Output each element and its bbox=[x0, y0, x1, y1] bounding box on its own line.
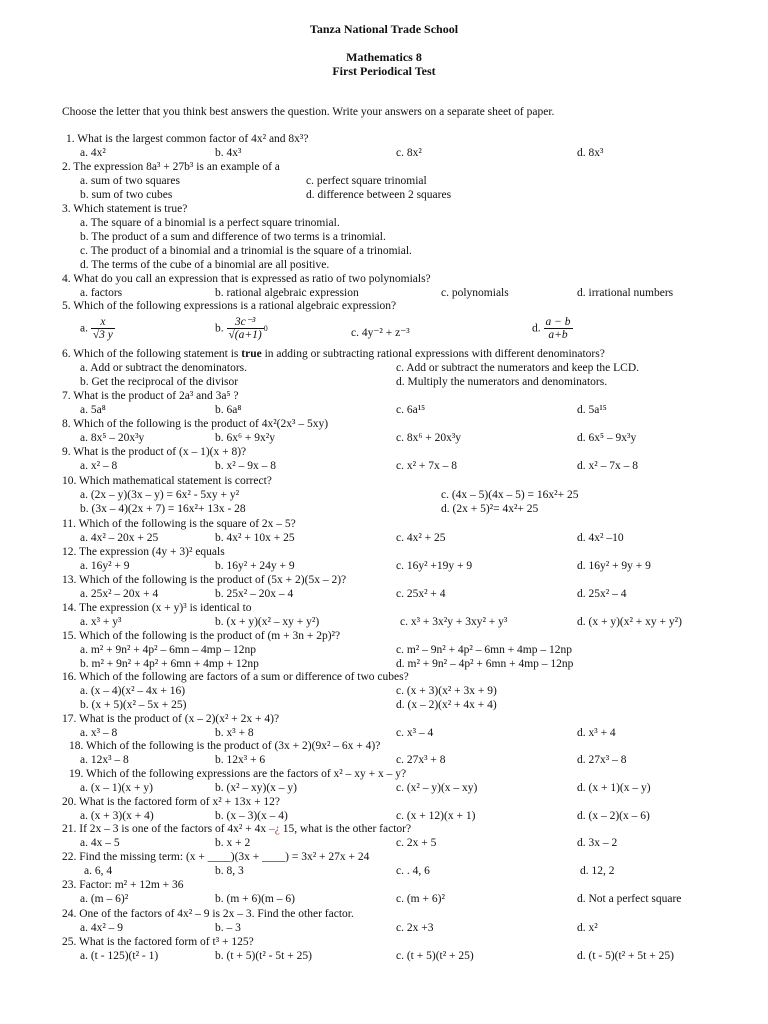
question-11-options bbox=[0, 532, 768, 546]
option-b: b. x + 2 bbox=[215, 837, 251, 849]
question-25-options bbox=[0, 950, 768, 964]
question-stem: 24. One of the factors of 4x² – 9 is 2x – 3. Find the other factor. bbox=[62, 908, 354, 920]
question-stem: 1. What is the largest common factor of 4x² and 8x³? bbox=[66, 133, 309, 145]
question-stem: 17. What is the product of (x – 2)(x² + 2x + 4)? bbox=[62, 713, 280, 725]
option-b: b. (x² – xy)(x – y) bbox=[215, 782, 298, 794]
question-stem: 15. Which of the following is the product of (m + 3n + 2p)²? bbox=[62, 630, 341, 642]
option-b: b. 12x³ + 6 bbox=[215, 754, 266, 766]
question-5-option-b bbox=[215, 316, 268, 348]
option-d: d. (x – 2)(x² + 4x + 4) bbox=[396, 699, 497, 711]
question-2 bbox=[0, 161, 768, 175]
option-a: a. 4x² bbox=[80, 147, 106, 159]
option-d: d. 8x³ bbox=[577, 147, 604, 159]
question-6 bbox=[0, 348, 768, 362]
option-a: a. Add or subtract the denominators. bbox=[80, 362, 248, 374]
option-c: c. 27x³ + 8 bbox=[396, 754, 446, 766]
option-a: a. factors bbox=[80, 287, 123, 299]
option-c: c. 8x² bbox=[396, 147, 422, 159]
question-9-options bbox=[0, 460, 768, 474]
option-d: d. x³ + 4 bbox=[577, 727, 616, 739]
option-d: d. irrational numbers bbox=[577, 287, 674, 299]
fraction bbox=[91, 316, 115, 341]
option-a: a. (x – 1)(x + y) bbox=[80, 782, 153, 794]
option-b: b. The product of a sum and difference of two terms is a trinomial. bbox=[80, 231, 386, 243]
question-stem: 12. The expression (4y + 3)² equals bbox=[62, 546, 225, 558]
option-c: c. . 4, 6 bbox=[396, 865, 430, 877]
option-c: c. x³ – 4 bbox=[396, 727, 434, 739]
question-23 bbox=[0, 879, 768, 893]
question-stem: 22. Find the missing term: (x + ____)(3x + ____) = 3x² + 27x + 24 bbox=[62, 851, 370, 863]
question-3-option-a bbox=[0, 217, 768, 231]
option-b: b. x³ + 8 bbox=[215, 727, 254, 739]
question-stem: 9. What is the product of (x – 1)(x + 8)? bbox=[62, 446, 247, 458]
question-6-options-row1 bbox=[0, 362, 768, 376]
option-c: c. Add or subtract the numerators and keep the LCD. bbox=[396, 362, 640, 374]
question-stem: 25. What is the factored form of t³ + 125? bbox=[62, 936, 254, 948]
option-a: a. x³ – 8 bbox=[80, 727, 118, 739]
option-a: a. The square of a binomial is a perfect square trinomial. bbox=[80, 217, 340, 229]
question-24 bbox=[0, 908, 768, 922]
option-c: c. 8x⁶ + 20x³y bbox=[396, 432, 462, 444]
question-15-options-row1 bbox=[0, 644, 768, 658]
option-d: d. difference between 2 squares bbox=[306, 189, 452, 201]
option-d-label: d. bbox=[532, 322, 541, 335]
option-d: d. m² + 9n² – 4p² + 6mn + 4mp – 12np bbox=[396, 658, 574, 670]
question-stem bbox=[62, 348, 605, 360]
question-8-options bbox=[0, 432, 768, 446]
option-a: a. sum of two squares bbox=[80, 175, 180, 187]
option-c: c. 2x + 5 bbox=[396, 837, 437, 849]
question-stem: 19. Which of the following expressions are the factors of x² – xy + x – y? bbox=[69, 768, 407, 780]
question-10-options-row2 bbox=[0, 503, 768, 517]
question-16-options-row2 bbox=[0, 699, 768, 713]
option-c: c. 16y² +19y + 9 bbox=[396, 560, 473, 572]
denominator: √3 y bbox=[92, 329, 113, 341]
question-5-option-c: c. 4y⁻² + z⁻³ bbox=[351, 327, 410, 339]
question-18-options bbox=[0, 754, 768, 768]
question-10 bbox=[0, 475, 768, 489]
option-a: a. (2x – y)(3x – y) = 6x² - 5xy + y² bbox=[80, 489, 240, 501]
option-a: a. 12x³ – 8 bbox=[80, 754, 129, 766]
option-d: d. 3x – 2 bbox=[577, 837, 618, 849]
stem-part: 21. If 2x – 3 is one of the factors of 4x² + 4x bbox=[62, 823, 269, 835]
question-12-options bbox=[0, 560, 768, 574]
option-a: a. 16y² + 9 bbox=[80, 560, 130, 572]
question-22-options bbox=[0, 865, 768, 879]
fraction bbox=[544, 316, 573, 341]
question-17-options bbox=[0, 727, 768, 741]
question-15-options-row2 bbox=[0, 658, 768, 672]
option-d: d. x² – 7x – 8 bbox=[577, 460, 638, 472]
fraction bbox=[227, 316, 264, 341]
option-a: a. x³ + y³ bbox=[80, 616, 122, 628]
question-1 bbox=[0, 133, 768, 147]
question-stem: 14. The expression (x + y)³ is identical to bbox=[62, 602, 252, 614]
test-title bbox=[0, 51, 768, 78]
option-b: b. sum of two cubes bbox=[80, 189, 173, 201]
question-stem: 4. What do you call an expression that is expressed as ratio of two polynomials? bbox=[62, 273, 431, 285]
option-d: d. (x – 2)(x – 6) bbox=[577, 810, 650, 822]
option-a-label: a. bbox=[80, 322, 88, 335]
question-8 bbox=[0, 418, 768, 432]
option-d: d. 4x² –10 bbox=[577, 532, 624, 544]
question-5 bbox=[0, 300, 768, 314]
question-stem: 5. Which of the following expressions is a rational algebraic expression? bbox=[62, 300, 397, 312]
stem-part: 15, what is the other factor? bbox=[279, 823, 412, 835]
question-1-options bbox=[0, 147, 768, 161]
question-3-option-b bbox=[0, 231, 768, 245]
option-c: c. (4x – 5)(4x – 5) = 16x²+ 25 bbox=[441, 489, 579, 501]
question-23-options bbox=[0, 893, 768, 907]
option-a: a. 4x² – 20x + 25 bbox=[80, 532, 159, 544]
option-d: d. (t - 5)(t² + 5t + 25) bbox=[577, 950, 674, 962]
question-5-option-d bbox=[532, 316, 573, 348]
question-14-options bbox=[0, 616, 768, 630]
option-a: a. x² – 8 bbox=[80, 460, 118, 472]
option-b: b. 16y² + 24y + 9 bbox=[215, 560, 295, 572]
option-d: d. 25x² – 4 bbox=[577, 588, 627, 600]
option-c: c. (t + 5)(t² + 25) bbox=[396, 950, 474, 962]
question-7 bbox=[0, 390, 768, 404]
question-22 bbox=[0, 851, 768, 865]
option-c: c. 6a¹⁵ bbox=[396, 404, 426, 416]
option-d: d. x² bbox=[577, 922, 598, 934]
test-name: First Periodical Test bbox=[332, 63, 436, 78]
option-b: b. – 3 bbox=[215, 922, 241, 934]
option-c: c. x³ + 3x²y + 3xy² + y³ bbox=[400, 616, 508, 628]
question-stem: 7. What is the product of 2a³ and 3a⁵ ? bbox=[62, 390, 239, 402]
option-b: b. m² + 9n² + 4p² + 6mn + 4mp + 12np bbox=[80, 658, 259, 670]
stem-part: 6. Which of the following statement is bbox=[62, 348, 242, 360]
question-14 bbox=[0, 602, 768, 616]
question-2-options-row2 bbox=[0, 189, 768, 203]
option-a: a. (x – 4)(x² – 4x + 16) bbox=[80, 685, 186, 697]
question-stem: 13. Which of the following is the product of (5x + 2)(5x – 2)? bbox=[62, 574, 347, 586]
question-15 bbox=[0, 630, 768, 644]
stem-red-mark: –¿ bbox=[269, 823, 280, 835]
option-a: a. m² + 9n² + 4p² – 6mn – 4mp – 12np bbox=[80, 644, 257, 656]
option-c: c. (x² – y)(x – xy) bbox=[396, 782, 478, 794]
option-b: b. 25x² – 20x – 4 bbox=[215, 588, 294, 600]
option-c: c. polynomials bbox=[441, 287, 509, 299]
question-4 bbox=[0, 273, 768, 287]
option-d: d. 6x⁵ – 9x³y bbox=[577, 432, 637, 444]
question-stem: 8. Which of the following is the product of 4x²(2x³ – 5xy) bbox=[62, 418, 329, 430]
option-c: c. (m + 6)² bbox=[396, 893, 445, 905]
option-a: a. 8x⁵ – 20x³y bbox=[80, 432, 145, 444]
numerator: x bbox=[91, 316, 115, 329]
question-stem: 23. Factor: m² + 12m + 36 bbox=[62, 879, 184, 891]
option-c: c. 2x +3 bbox=[396, 922, 434, 934]
question-24-options bbox=[0, 922, 768, 936]
option-a: a. 4x² – 9 bbox=[80, 922, 124, 934]
stem-part: in adding or subtracting rational expressions with different denominators? bbox=[261, 348, 605, 360]
option-a: a. 25x² – 20x + 4 bbox=[80, 588, 159, 600]
option-d: d. Multiply the numerators and denominators. bbox=[396, 376, 608, 388]
question-stem: 16. Which of the following are factors of a sum or difference of two cubes? bbox=[62, 671, 409, 683]
instructions: Choose the letter that you think best answers the question. Write your answers on a separate sheet of paper. bbox=[62, 106, 555, 118]
stem-emphasis: true bbox=[241, 348, 262, 360]
option-d: d. The terms of the cube of a binomial are all positive. bbox=[80, 259, 330, 271]
denominator: √(a+1) bbox=[228, 329, 262, 341]
option-d: d. 5a¹⁵ bbox=[577, 404, 607, 416]
option-b: b. 8, 3 bbox=[215, 865, 244, 877]
option-b: b. rational algebraic expression bbox=[215, 287, 359, 299]
question-3 bbox=[0, 203, 768, 217]
question-stem: 20. What is the factored form of x² + 13x + 12? bbox=[62, 796, 281, 808]
option-b-label: b. bbox=[215, 322, 224, 335]
question-20-options bbox=[0, 810, 768, 824]
question-10-options-row1 bbox=[0, 489, 768, 503]
suffix: 0 bbox=[263, 324, 268, 333]
option-b: b. (m + 6)(m – 6) bbox=[215, 893, 295, 905]
question-19-options bbox=[0, 782, 768, 796]
question-21 bbox=[0, 823, 768, 837]
option-b: b. 6x⁶ + 9x²y bbox=[215, 432, 275, 444]
question-17 bbox=[0, 713, 768, 727]
question-16 bbox=[0, 671, 768, 685]
option-d: d. (2x + 5)²= 4x²+ 25 bbox=[441, 503, 539, 515]
question-21-options bbox=[0, 837, 768, 851]
question-19 bbox=[0, 768, 768, 782]
option-d: d. 16y² + 9y + 9 bbox=[577, 560, 651, 572]
question-12 bbox=[0, 546, 768, 560]
question-stem: 3. Which statement is true? bbox=[62, 203, 188, 215]
option-c: c. m² – 9n² + 4p² – 6mn + 4mp – 12np bbox=[396, 644, 573, 656]
option-b: b. 6a⁸ bbox=[215, 404, 242, 416]
question-stem: 2. The expression 8a³ + 27b³ is an example of a bbox=[62, 161, 280, 173]
question-7-options bbox=[0, 404, 768, 418]
option-d: d. 12, 2 bbox=[580, 865, 615, 877]
option-b: b. (x + y)(x² – xy + y²) bbox=[215, 616, 320, 628]
option-b: b. 4x² + 10x + 25 bbox=[215, 532, 295, 544]
option-c: c. 25x² + 4 bbox=[396, 588, 446, 600]
option-b: b. (3x – 4)(2x + 7) = 16x²+ 13x - 28 bbox=[80, 503, 246, 515]
option-c: c. perfect square trinomial bbox=[306, 175, 427, 187]
option-d: d. (x + y)(x² + xy + y²) bbox=[577, 616, 682, 628]
option-a: a. (m – 6)² bbox=[80, 893, 129, 905]
question-5-option-a bbox=[80, 316, 115, 348]
question-stem: 18. Which of the following is the product of (3x + 2)(9x² – 6x + 4)? bbox=[69, 740, 381, 752]
question-stem: 11. Which of the following is the square of 2x – 5? bbox=[62, 518, 296, 530]
option-a: a. 4x – 5 bbox=[80, 837, 120, 849]
option-d: d. (x + 1)(x – y) bbox=[577, 782, 651, 794]
option-c: c. x² + 7x – 8 bbox=[396, 460, 458, 472]
question-25 bbox=[0, 936, 768, 950]
option-d: d. Not a perfect square bbox=[577, 893, 682, 905]
option-b: b. Get the reciprocal of the divisor bbox=[80, 376, 239, 388]
question-6-options-row2 bbox=[0, 376, 768, 390]
option-a: a. 5a⁸ bbox=[80, 404, 106, 416]
denominator: a+b bbox=[548, 329, 568, 341]
question-3-option-d bbox=[0, 259, 768, 273]
option-c: c. 4x² + 25 bbox=[396, 532, 446, 544]
option-a: a. 6, 4 bbox=[84, 865, 113, 877]
subject-title: Mathematics 8 bbox=[346, 50, 422, 64]
question-13-options bbox=[0, 588, 768, 602]
question-3-option-c bbox=[0, 245, 768, 259]
option-b: b. (x + 5)(x² – 5x + 25) bbox=[80, 699, 187, 711]
option-b: b. (t + 5)(t² - 5t + 25) bbox=[215, 950, 312, 962]
question-2-options-row1 bbox=[0, 175, 768, 189]
option-b: b. x² – 9x – 8 bbox=[215, 460, 276, 472]
option-c: c. (x + 12)(x + 1) bbox=[396, 810, 476, 822]
numerator: 3c⁻³ bbox=[227, 316, 264, 329]
option-b: b. 4x³ bbox=[215, 147, 242, 159]
option-c: c. (x + 3)(x² + 3x + 9) bbox=[396, 685, 497, 697]
numerator: a − b bbox=[545, 316, 571, 328]
school-name: Tanza National Trade School bbox=[309, 22, 459, 36]
option-b: b. (x – 3)(x – 4) bbox=[215, 810, 288, 822]
option-d: d. 27x³ – 8 bbox=[577, 754, 627, 766]
question-13 bbox=[0, 574, 768, 588]
question-16-options-row1 bbox=[0, 685, 768, 699]
question-4-options bbox=[0, 287, 768, 301]
question-9 bbox=[0, 446, 768, 460]
option-a: a. (t - 125)(t² - 1) bbox=[80, 950, 159, 962]
question-stem: 10. Which mathematical statement is correct? bbox=[62, 475, 272, 487]
question-stem bbox=[62, 823, 411, 835]
question-11 bbox=[0, 518, 768, 532]
question-20 bbox=[0, 796, 768, 810]
question-18 bbox=[0, 740, 768, 754]
option-c: c. The product of a binomial and a trinomial is the square of a trinomial. bbox=[80, 245, 412, 257]
option-a: a. (x + 3)(x + 4) bbox=[80, 810, 154, 822]
